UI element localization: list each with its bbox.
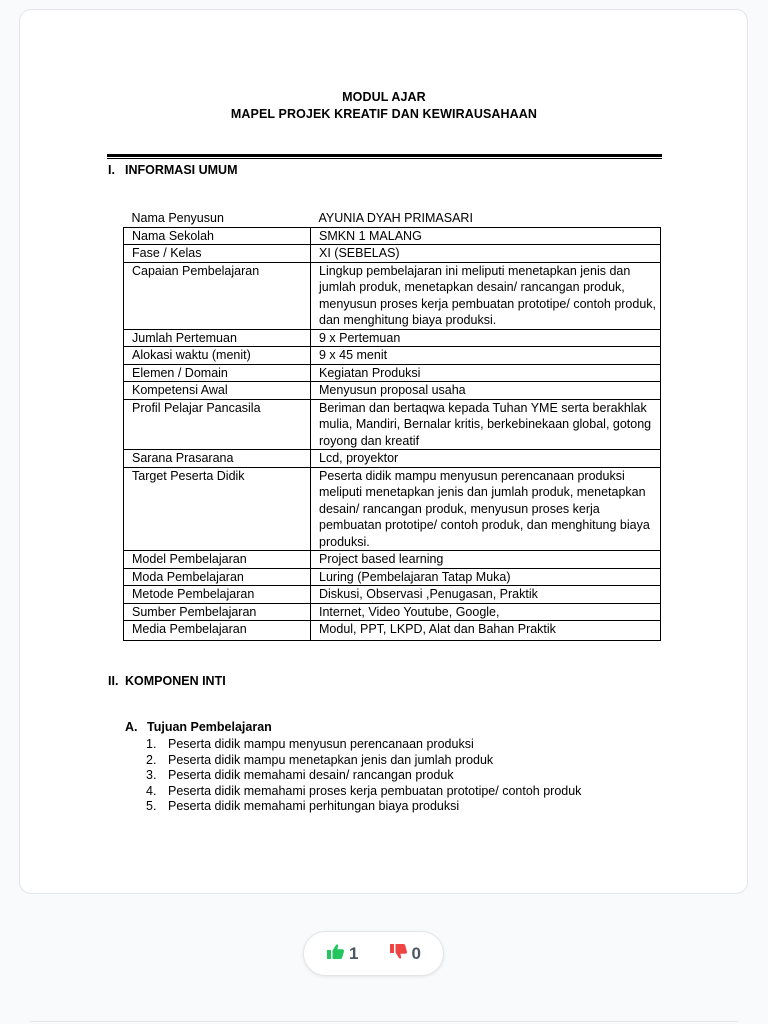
list-number: 2. (146, 752, 157, 767)
table-row (124, 227, 661, 245)
info-value: Kegiatan Produksi (311, 364, 661, 382)
list-text: Peserta didik mampu menyusun perencanaan produksi (168, 737, 474, 751)
list-item (146, 753, 581, 769)
info-value: Peserta didik mampu menyusun perencanaan produksi meliputi menetapkan jenis dan jumlah produk, menetapkan desain/ rancangan produk, menyusun proses kerja pembuatan prototipe/ contoh produk, dan menghitung biaya produksi. (311, 467, 661, 551)
info-key: Sarana Prasarana (124, 450, 311, 468)
subsection-number: A. (125, 720, 138, 734)
list-text: Peserta didik memahami desain/ rancangan produk (168, 768, 454, 783)
info-key: Model Pembelajaran (124, 551, 311, 569)
list-item (146, 737, 581, 753)
downvote-count: 0 (411, 943, 421, 963)
section-label: KOMPONEN INTI (125, 674, 226, 688)
table-row (124, 551, 661, 569)
info-key: Jumlah Pertemuan (124, 329, 311, 347)
info-value: 9 x 45 menit (311, 347, 661, 365)
info-value: Internet, Video Youtube, Google, (311, 603, 661, 621)
info-value: SMKN 1 MALANG (311, 227, 661, 245)
info-key: Media Pembelajaran (124, 621, 311, 641)
list-item (146, 768, 581, 784)
header-rule-thin (107, 158, 662, 159)
section-heading-komponen-inti (108, 674, 226, 688)
table-row (124, 347, 661, 365)
info-key: Metode Pembelajaran (124, 586, 311, 604)
info-value: Lingkup pembelajaran ini meliputi menetapkan jenis dan jumlah produk, menetapkan desain/ rancangan produk, menyusun proses kerja pembuatan prototipe/ contoh produk, dan menghitung biaya produksi. (311, 262, 661, 329)
table-row (124, 262, 661, 329)
info-key: Alokasi waktu (menit) (124, 347, 311, 365)
info-key: Target Peserta Didik (124, 467, 311, 551)
info-value: Luring (Pembelajaran Tatap Muka) (311, 568, 661, 586)
section-number: I. (108, 163, 115, 177)
info-value: AYUNIA DYAH PRIMASARI (311, 210, 661, 227)
info-key: Nama Sekolah (124, 227, 311, 245)
list-text: Peserta didik memahami perhitungan biaya produksi (168, 799, 460, 814)
goals-list (146, 737, 581, 815)
info-key: Sumber Pembelajaran (124, 603, 311, 621)
info-key: Profil Pelajar Pancasila (124, 399, 311, 450)
table-row (124, 450, 661, 468)
downvote-button[interactable] (389, 943, 421, 965)
thumbs-down-icon (389, 943, 408, 965)
table-row (124, 467, 661, 551)
info-value: Beriman dan bertaqwa kepada Tuhan YME serta berakhlak mulia, Mandiri, Bernalar kritis, berkebinekaan global, gotong royong dan kreatif (311, 399, 661, 450)
upvote-button[interactable] (326, 943, 358, 965)
section-label: INFORMASI UMUM (125, 163, 238, 177)
info-key: Moda Pembelajaran (124, 568, 311, 586)
info-value: Lcd, proyektor (311, 450, 661, 468)
table-row (124, 245, 661, 263)
list-number: 4. (146, 783, 157, 798)
table-row (124, 586, 661, 604)
list-number: 1. (146, 737, 157, 751)
section-number: II. (108, 674, 119, 688)
subsection-heading-tujuan (125, 720, 272, 734)
document-title: MODUL AJAR (342, 90, 426, 104)
footer-divider (30, 1021, 738, 1022)
info-value: Modul, PPT, LKPD, Alat dan Bahan Praktik (311, 621, 661, 641)
thumbs-up-icon (326, 943, 345, 965)
table-row (124, 568, 661, 586)
info-table (123, 210, 661, 641)
section-heading-informasi-umum (108, 163, 238, 177)
list-text: Peserta didik memahami proses kerja pembuatan prototipe/ contoh produk (168, 783, 582, 798)
table-row (124, 210, 661, 227)
upvote-count: 1 (349, 943, 359, 963)
list-text: Peserta didik mampu menetapkan jenis dan jumlah produk (168, 752, 494, 767)
subsection-label: Tujuan Pembelajaran (147, 720, 272, 734)
info-key: Kompetensi Awal (124, 382, 311, 400)
list-item (146, 799, 581, 815)
table-row (124, 382, 661, 400)
info-key: Elemen / Domain (124, 364, 311, 382)
info-value: Project based learning (311, 551, 661, 569)
info-value: XI (SEBELAS) (311, 245, 661, 263)
info-value: Menyusun proposal usaha (311, 382, 661, 400)
vote-bar (303, 931, 444, 976)
info-value: Diskusi, Observasi ,Penugasan, Praktik (311, 586, 661, 604)
info-key: Fase / Kelas (124, 245, 311, 263)
table-row (124, 364, 661, 382)
header-rule-thick (107, 154, 662, 157)
table-row (124, 399, 661, 450)
info-value: 9 x Pertemuan (311, 329, 661, 347)
list-item (146, 784, 581, 800)
table-row (124, 603, 661, 621)
document-subtitle: MAPEL PROJEK KREATIF DAN KEWIRAUSAHAAN (230, 107, 538, 121)
table-row (124, 621, 661, 641)
info-key: Capaian Pembelajaran (124, 262, 311, 329)
info-key: Nama Penyusun (124, 210, 311, 227)
list-number: 5. (146, 799, 157, 814)
table-row (124, 329, 661, 347)
list-number: 3. (146, 768, 157, 783)
